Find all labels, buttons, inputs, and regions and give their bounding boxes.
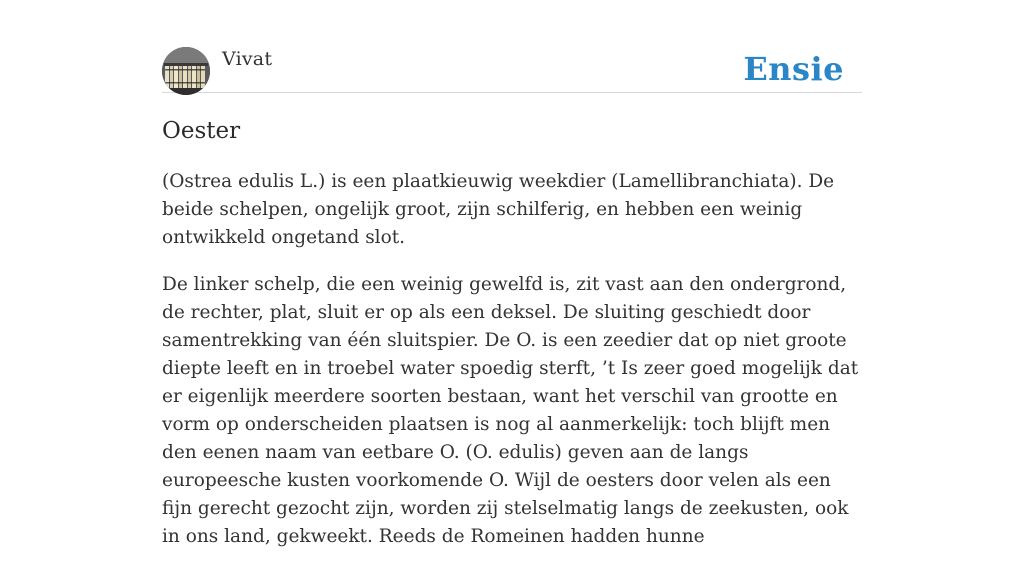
book-spines-avatar-icon[interactable] — [162, 47, 210, 95]
article-header — [162, 47, 862, 93]
article-body — [162, 168, 862, 570]
paragraph: De linker schelp, die een weinig gewelfd is, zit vast aan den ondergrond, de rechter, plat, sluit er op als een deksel. De sluiting geschiedt door samentrekking van één sluitspier. De O. is een zeedier dat op niet groote diepte leeft en in troebel water spoedig sterft, ’t Is zeer goed mogelijk dat er eigenlijk meerdere soorten bestaan, want het verschil van grootte en vorm op onderscheiden plaatsen is nog al aanmerkelijk: toch blijft men den eenen naam van eetbare O. (O. edulis) geven aan de langs europeesche kusten voorkomende O. Wijl de oesters door velen als een fijn gerecht gezocht zijn, worden zij stelselmatig langs de zeekusten, ook in ons land, gekweekt. Reeds de Romeinen hadden hunne — [162, 274, 859, 547]
ensie-logo[interactable]: Ensie — [743, 50, 844, 88]
paragraph: (Ostrea edulis L.) is een plaatkieuwig weekdier (Lamellibranchiata). De beide schelpen, ongelijk groot, zijn schilferig, en hebben een weinig ontwikkeld ongetand slot. — [162, 171, 835, 248]
page-title: Oester — [162, 118, 241, 144]
article-page — [162, 0, 862, 547]
source-name[interactable]: Vivat — [222, 48, 273, 70]
